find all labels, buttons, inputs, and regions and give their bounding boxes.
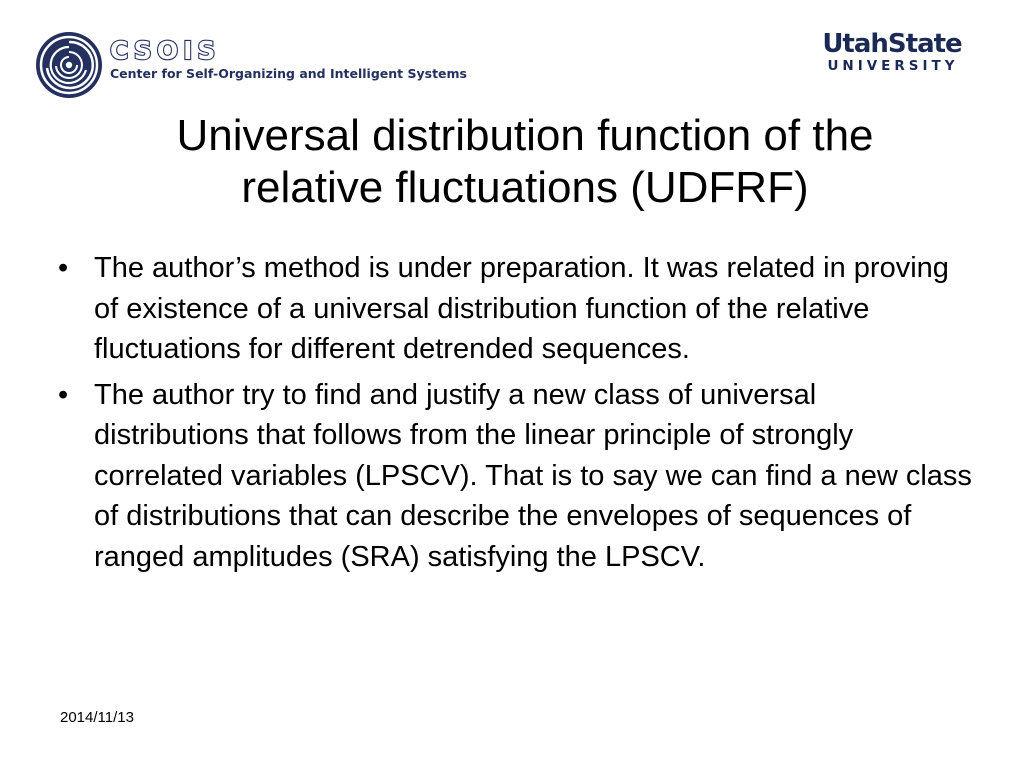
bullet-item: [52, 248, 972, 370]
slide-title-line-2: relative fluctuations (UDFRF): [241, 163, 809, 212]
csois-logo: [34, 30, 484, 100]
bullet-item: [52, 375, 972, 578]
bullet-marker: •: [58, 378, 69, 411]
concentric-spiral-icon: [34, 30, 104, 100]
university-wordmark: UNIVERSITY: [827, 58, 959, 74]
utah-state-logo: [812, 30, 972, 78]
slide-title-line-1: Universal distribution function of the: [176, 111, 874, 160]
bullet-text: The author’s method is under preparation. It was related in proving of existence of a universal distribution function of the relative fluctuations for different detrended sequences.: [94, 252, 949, 365]
csois-subtitle: Center for Self-Organizing and Intelligent Systems: [110, 66, 468, 81]
bullet-marker: •: [58, 252, 69, 284]
csois-wordmark: CSOIS: [110, 36, 221, 65]
bullet-list: [52, 248, 972, 582]
slide-title: [60, 110, 990, 214]
bullet-text: The author try to find and justify a new class of universal distributions that follows from the linear principle of strongly correlated variables (LPSCV). That is to say we can find a new class of distributions that can describe the envelopes of sequences of ranged amplitudes (SRA) satisfying the LPSCV.: [94, 378, 972, 573]
utah-state-wordmark: UtahState: [822, 29, 962, 59]
footer-date: 2014/11/13: [60, 709, 134, 726]
